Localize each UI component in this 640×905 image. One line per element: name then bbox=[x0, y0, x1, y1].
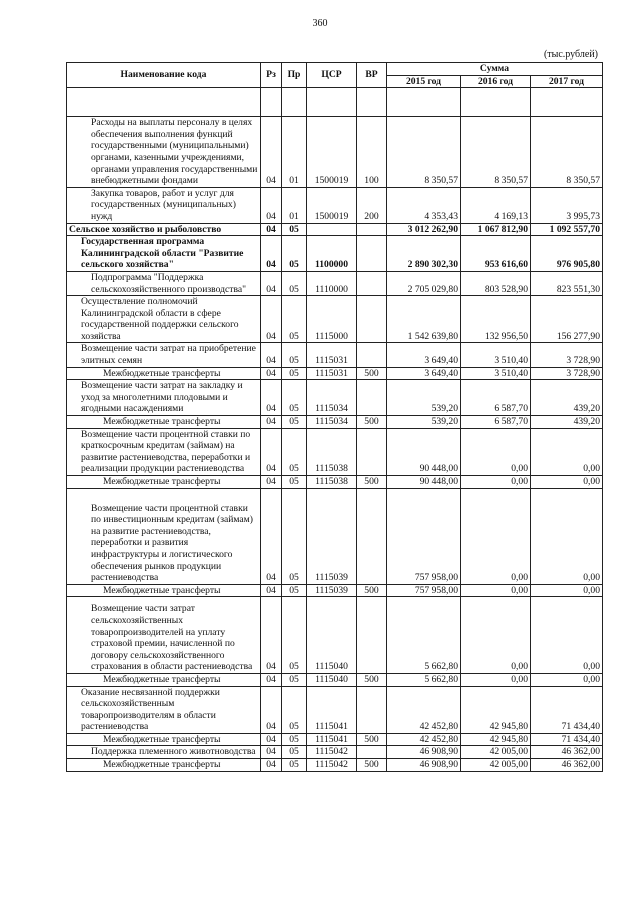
row-rz: 04 bbox=[261, 733, 282, 746]
header-2016: 2016 год bbox=[461, 75, 531, 88]
row-2015: 539,20 bbox=[387, 416, 461, 429]
row-pr: 05 bbox=[282, 733, 307, 746]
table-row bbox=[67, 416, 603, 429]
row-2017: 0,00 bbox=[531, 673, 603, 686]
row-csr: 1115040 bbox=[307, 673, 357, 686]
row-csr: 1115039 bbox=[307, 584, 357, 597]
row-2017: 0,00 bbox=[531, 488, 603, 584]
row-csr: 1115034 bbox=[307, 416, 357, 429]
table-row bbox=[67, 271, 603, 295]
row-vr bbox=[357, 343, 387, 367]
row-name: Оказание несвязанной поддержки сельскохозяйственным товаропроизводителям в области растениеводства bbox=[67, 686, 261, 733]
row-name: Межбюджетные трансферты bbox=[67, 476, 261, 489]
row-csr: 1115031 bbox=[307, 367, 357, 380]
table-row bbox=[67, 733, 603, 746]
row-rz: 04 bbox=[261, 223, 282, 236]
row-2015: 3 649,40 bbox=[387, 343, 461, 367]
row-2016: 803 528,90 bbox=[461, 271, 531, 295]
row-2017: 1 092 557,70 bbox=[531, 223, 603, 236]
row-name: Межбюджетные трансферты bbox=[67, 673, 261, 686]
row-pr: 05 bbox=[282, 343, 307, 367]
table-row bbox=[67, 746, 603, 759]
table-row bbox=[67, 584, 603, 597]
row-rz: 04 bbox=[261, 759, 282, 772]
row-2015: 757 958,00 bbox=[387, 584, 461, 597]
row-2015: 5 662,80 bbox=[387, 673, 461, 686]
header-name: Наименование кода bbox=[67, 63, 261, 88]
row-rz: 04 bbox=[261, 236, 282, 272]
row-pr: 05 bbox=[282, 416, 307, 429]
row-name: Поддержка племенного животноводства bbox=[67, 746, 261, 759]
row-2016: 4 169,13 bbox=[461, 187, 531, 223]
row-vr: 500 bbox=[357, 673, 387, 686]
row-rz: 04 bbox=[261, 187, 282, 223]
row-vr bbox=[357, 271, 387, 295]
row-pr: 05 bbox=[282, 746, 307, 759]
row-2016: 0,00 bbox=[461, 584, 531, 597]
row-rz: 04 bbox=[261, 673, 282, 686]
row-2017: 0,00 bbox=[531, 428, 603, 475]
row-csr: 1115041 bbox=[307, 733, 357, 746]
row-2015: 1 542 639,80 bbox=[387, 296, 461, 343]
row-name: Возмещение части затрат сельскохозяйственных товаропроизводителей на уплату страховой премии, начисленной по договору сельскохозяйственного страхования в области растениеводства bbox=[67, 597, 261, 674]
row-csr: 1115038 bbox=[307, 476, 357, 489]
row-2015: 42 452,80 bbox=[387, 733, 461, 746]
row-2016: 6 587,70 bbox=[461, 416, 531, 429]
row-pr: 01 bbox=[282, 117, 307, 188]
row-rz: 04 bbox=[261, 117, 282, 188]
row-vr bbox=[357, 380, 387, 416]
row-pr: 05 bbox=[282, 673, 307, 686]
row-name: Возмещение части затрат на закладку и уход за многолетними плодовыми и ягодными насаждениями bbox=[67, 380, 261, 416]
row-2017: 3 728,90 bbox=[531, 343, 603, 367]
row-2015: 90 448,00 bbox=[387, 428, 461, 475]
row-vr: 100 bbox=[357, 117, 387, 188]
budget-table bbox=[66, 62, 603, 772]
row-name: Межбюджетные трансферты bbox=[67, 367, 261, 380]
unit-note: (тыс.рублей) bbox=[543, 49, 598, 60]
row-vr: 500 bbox=[357, 416, 387, 429]
row-2017: 976 905,80 bbox=[531, 236, 603, 272]
row-csr: 1115031 bbox=[307, 343, 357, 367]
row-csr: 1115042 bbox=[307, 746, 357, 759]
row-vr bbox=[357, 296, 387, 343]
row-2016: 0,00 bbox=[461, 428, 531, 475]
row-name: Межбюджетные трансферты bbox=[67, 584, 261, 597]
row-2016: 0,00 bbox=[461, 488, 531, 584]
row-pr: 05 bbox=[282, 380, 307, 416]
row-name: Государственная программа Калининградской области "Развитие сельского хозяйства" bbox=[67, 236, 261, 272]
table-row bbox=[67, 476, 603, 489]
row-vr bbox=[357, 686, 387, 733]
row-rz: 04 bbox=[261, 271, 282, 295]
row-name: Возмещение части затрат на приобретение элитных семян bbox=[67, 343, 261, 367]
row-vr: 500 bbox=[357, 759, 387, 772]
table-row bbox=[67, 223, 603, 236]
row-name: Расходы на выплаты персоналу в целях обеспечения выполнения функций государственными (муниципальными) органами, казенными учреждениями, органами управления государственными внебюджетными фондами bbox=[67, 117, 261, 188]
row-2015: 3 649,40 bbox=[387, 367, 461, 380]
row-2016: 0,00 bbox=[461, 597, 531, 674]
row-rz: 04 bbox=[261, 584, 282, 597]
table-row bbox=[67, 759, 603, 772]
table-row bbox=[67, 488, 603, 584]
header-2017: 2017 год bbox=[531, 75, 603, 88]
row-pr: 05 bbox=[282, 759, 307, 772]
row-vr bbox=[357, 223, 387, 236]
table-row bbox=[67, 367, 603, 380]
row-2017: 3 728,90 bbox=[531, 367, 603, 380]
row-csr: 1115000 bbox=[307, 296, 357, 343]
row-vr bbox=[357, 428, 387, 475]
row-2016: 6 587,70 bbox=[461, 380, 531, 416]
table-row bbox=[67, 236, 603, 272]
table-row bbox=[67, 597, 603, 674]
row-csr: 1500019 bbox=[307, 117, 357, 188]
row-vr: 200 bbox=[357, 187, 387, 223]
row-2017: 71 434,40 bbox=[531, 686, 603, 733]
row-pr: 05 bbox=[282, 488, 307, 584]
row-2016: 132 956,50 bbox=[461, 296, 531, 343]
table-row bbox=[67, 187, 603, 223]
row-pr: 05 bbox=[282, 296, 307, 343]
row-2016: 0,00 bbox=[461, 476, 531, 489]
table-row bbox=[67, 296, 603, 343]
row-pr: 05 bbox=[282, 584, 307, 597]
row-csr: 1115038 bbox=[307, 428, 357, 475]
row-2015: 90 448,00 bbox=[387, 476, 461, 489]
row-name: Сельское хозяйство и рыболовство bbox=[67, 223, 261, 236]
page-number: 360 bbox=[312, 18, 328, 29]
row-name: Межбюджетные трансферты bbox=[67, 416, 261, 429]
row-2017: 439,20 bbox=[531, 416, 603, 429]
row-vr bbox=[357, 597, 387, 674]
header-pr: Пр bbox=[282, 63, 307, 88]
row-2016: 0,00 bbox=[461, 673, 531, 686]
row-pr: 05 bbox=[282, 367, 307, 380]
row-rz: 04 bbox=[261, 367, 282, 380]
table-row bbox=[67, 117, 603, 188]
row-rz: 04 bbox=[261, 380, 282, 416]
row-2017: 46 362,00 bbox=[531, 759, 603, 772]
header-vr: ВР bbox=[357, 63, 387, 88]
row-pr: 05 bbox=[282, 686, 307, 733]
row-2015: 4 353,43 bbox=[387, 187, 461, 223]
spacer-row bbox=[67, 88, 603, 117]
row-2017: 439,20 bbox=[531, 380, 603, 416]
row-2015: 8 350,57 bbox=[387, 117, 461, 188]
row-2017: 3 995,73 bbox=[531, 187, 603, 223]
row-2015: 757 958,00 bbox=[387, 488, 461, 584]
row-vr: 500 bbox=[357, 584, 387, 597]
row-pr: 05 bbox=[282, 597, 307, 674]
row-2015: 5 662,80 bbox=[387, 597, 461, 674]
header-sum: Сумма bbox=[387, 63, 603, 76]
table-row bbox=[67, 343, 603, 367]
row-pr: 05 bbox=[282, 223, 307, 236]
row-2017: 823 551,30 bbox=[531, 271, 603, 295]
row-pr: 05 bbox=[282, 236, 307, 272]
row-2017: 0,00 bbox=[531, 476, 603, 489]
row-2017: 71 434,40 bbox=[531, 733, 603, 746]
row-name: Подпрограмма "Поддержка сельскохозяйственного производства" bbox=[67, 271, 261, 295]
row-rz: 04 bbox=[261, 343, 282, 367]
row-2015: 2 705 029,80 bbox=[387, 271, 461, 295]
row-csr: 1500019 bbox=[307, 187, 357, 223]
row-csr bbox=[307, 223, 357, 236]
row-name: Возмещение части процентной ставки по инвестиционным кредитам (займам) на развитие растениеводства, переработки и развития инфраструктуры и логистического обеспечения рынков продукции растениеводства bbox=[67, 488, 261, 584]
row-vr bbox=[357, 746, 387, 759]
row-csr: 1110000 bbox=[307, 271, 357, 295]
header-row-1 bbox=[67, 63, 603, 76]
row-rz: 04 bbox=[261, 597, 282, 674]
row-2016: 42 945,80 bbox=[461, 733, 531, 746]
row-pr: 05 bbox=[282, 476, 307, 489]
row-csr: 1115034 bbox=[307, 380, 357, 416]
row-2016: 42 005,00 bbox=[461, 759, 531, 772]
row-csr: 1115041 bbox=[307, 686, 357, 733]
table-row bbox=[67, 686, 603, 733]
row-csr: 1115040 bbox=[307, 597, 357, 674]
row-vr bbox=[357, 236, 387, 272]
row-vr: 500 bbox=[357, 476, 387, 489]
row-2015: 46 908,90 bbox=[387, 746, 461, 759]
header-csr: ЦСР bbox=[307, 63, 357, 88]
row-pr: 05 bbox=[282, 271, 307, 295]
table-row bbox=[67, 380, 603, 416]
row-name: Межбюджетные трансферты bbox=[67, 733, 261, 746]
row-2016: 42 005,00 bbox=[461, 746, 531, 759]
row-2015: 42 452,80 bbox=[387, 686, 461, 733]
row-2015: 539,20 bbox=[387, 380, 461, 416]
row-rz: 04 bbox=[261, 746, 282, 759]
row-csr: 1115042 bbox=[307, 759, 357, 772]
row-2015: 46 908,90 bbox=[387, 759, 461, 772]
row-2016: 953 616,60 bbox=[461, 236, 531, 272]
row-rz: 04 bbox=[261, 686, 282, 733]
row-rz: 04 bbox=[261, 416, 282, 429]
row-2016: 1 067 812,90 bbox=[461, 223, 531, 236]
row-vr bbox=[357, 488, 387, 584]
row-rz: 04 bbox=[261, 296, 282, 343]
row-2015: 2 890 302,30 bbox=[387, 236, 461, 272]
row-vr: 500 bbox=[357, 733, 387, 746]
row-2017: 8 350,57 bbox=[531, 117, 603, 188]
row-pr: 01 bbox=[282, 187, 307, 223]
row-csr: 1100000 bbox=[307, 236, 357, 272]
row-pr: 05 bbox=[282, 428, 307, 475]
row-2016: 8 350,57 bbox=[461, 117, 531, 188]
row-2015: 3 012 262,90 bbox=[387, 223, 461, 236]
row-2016: 3 510,40 bbox=[461, 367, 531, 380]
row-name: Возмещение части процентной ставки по краткосрочным кредитам (займам) на развитие растениеводства, переработки и реализации продукции растениеводства bbox=[67, 428, 261, 475]
row-rz: 04 bbox=[261, 476, 282, 489]
row-rz: 04 bbox=[261, 488, 282, 584]
header-2015: 2015 год bbox=[387, 75, 461, 88]
table-row bbox=[67, 428, 603, 475]
row-2016: 42 945,80 bbox=[461, 686, 531, 733]
header-rz: Рз bbox=[261, 63, 282, 88]
row-rz: 04 bbox=[261, 428, 282, 475]
row-name: Межбюджетные трансферты bbox=[67, 759, 261, 772]
row-2017: 0,00 bbox=[531, 584, 603, 597]
row-2016: 3 510,40 bbox=[461, 343, 531, 367]
row-2017: 46 362,00 bbox=[531, 746, 603, 759]
row-2017: 156 277,90 bbox=[531, 296, 603, 343]
row-2017: 0,00 bbox=[531, 597, 603, 674]
row-name: Осуществление полномочий Калининградской области в сфере государственной поддержки сельского хозяйства bbox=[67, 296, 261, 343]
table-row bbox=[67, 673, 603, 686]
row-vr: 500 bbox=[357, 367, 387, 380]
row-name: Закупка товаров, работ и услуг для государственных (муниципальных) нужд bbox=[67, 187, 261, 223]
row-csr: 1115039 bbox=[307, 488, 357, 584]
